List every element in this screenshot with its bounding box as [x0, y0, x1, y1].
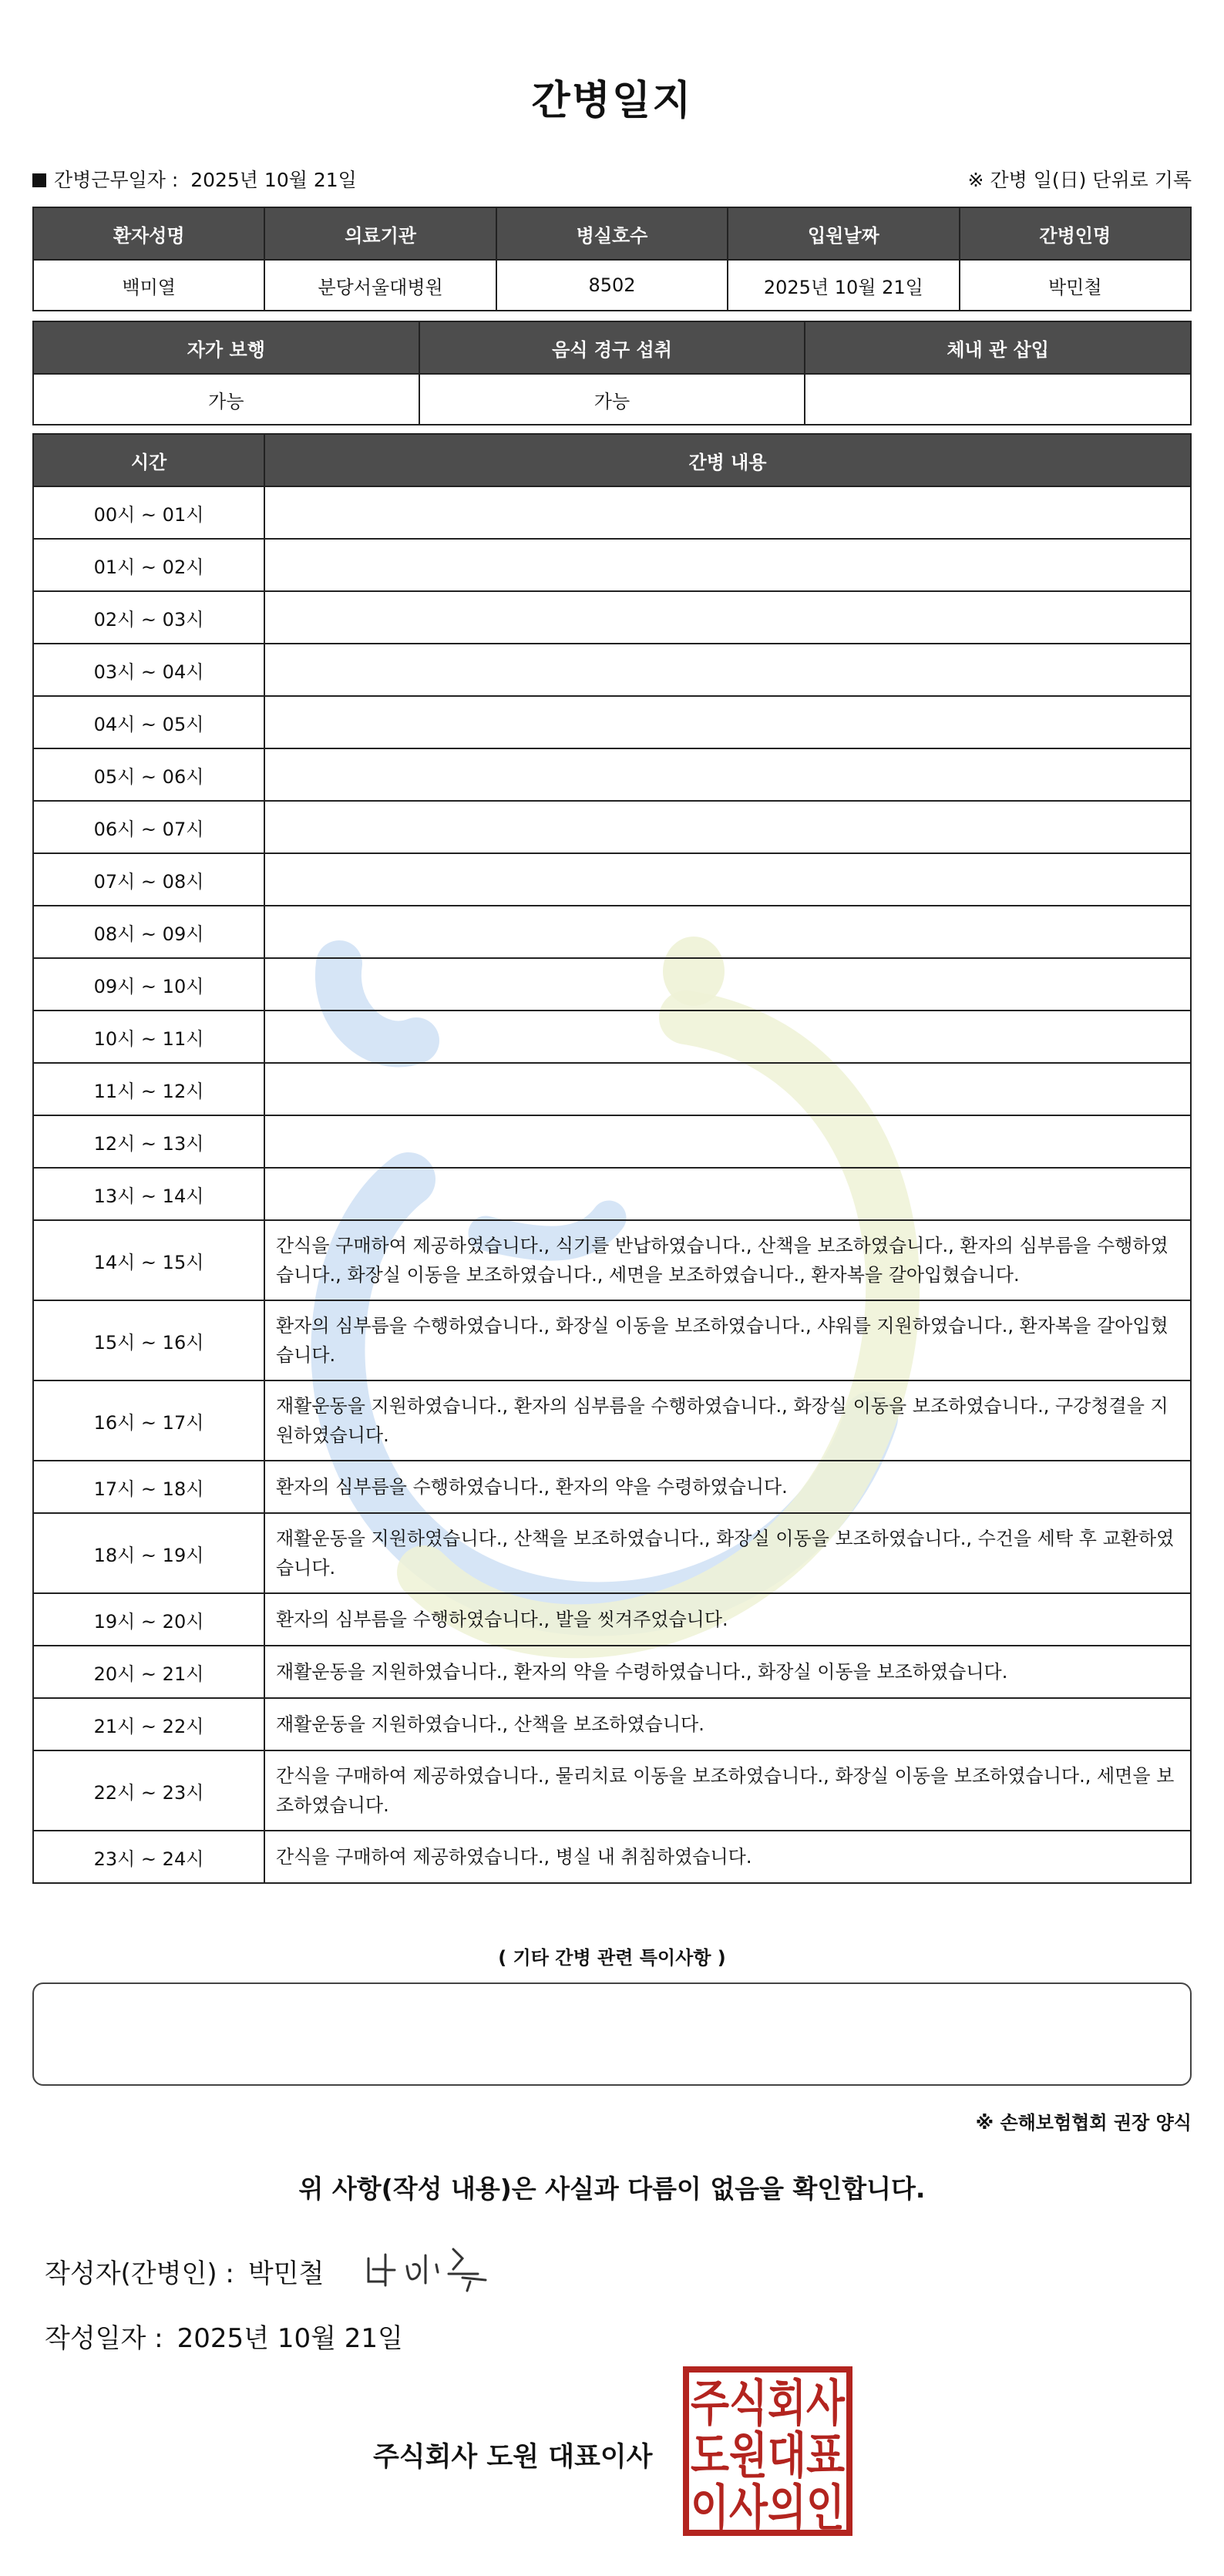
care-log-content: 재활운동을 지원하였습니다., 산책을 보조하였습니다. — [264, 1698, 1191, 1750]
care-log-time: 23시 ~ 24시 — [33, 1831, 264, 1883]
care-log-content — [264, 644, 1191, 696]
care-log-content — [264, 1115, 1191, 1168]
tube-status — [805, 374, 1191, 425]
care-log-row — [33, 1168, 1191, 1220]
care-log-time: 10시 ~ 11시 — [33, 1011, 264, 1063]
oral-intake-status: 가능 — [419, 374, 805, 425]
care-log-content — [264, 591, 1191, 644]
care-log-row — [33, 1513, 1191, 1593]
admission-date: 2025년 10월 21일 — [728, 260, 959, 311]
care-log-row — [33, 748, 1191, 801]
header-tube: 체내 관 삽입 — [805, 321, 1191, 374]
care-log-row — [33, 644, 1191, 696]
care-log-time: 15시 ~ 16시 — [33, 1300, 264, 1380]
care-log-content: 재활운동을 지원하였습니다., 환자의 심부름을 수행하였습니다., 화장실 이동을 보조하였습니다., 구강청결을 지원하였습니다. — [264, 1380, 1191, 1461]
care-log-time: 08시 ~ 09시 — [33, 906, 264, 958]
care-log-time: 04시 ~ 05시 — [33, 696, 264, 748]
care-log-content — [264, 801, 1191, 853]
svg-text:도원대표: 도원대표 — [691, 2428, 846, 2485]
care-log-time: 16시 ~ 17시 — [33, 1380, 264, 1461]
header-patient-name: 환자성명 — [33, 207, 264, 260]
written-date-line — [45, 2317, 403, 2355]
care-log-content: 환자의 심부름을 수행하였습니다., 환자의 약을 수령하였습니다. — [264, 1461, 1191, 1513]
writer-label: 작성자(간병인) : — [45, 2258, 234, 2289]
care-log-content: 환자의 심부름을 수행하였습니다., 발을 씻겨주었습니다. — [264, 1593, 1191, 1646]
special-notes-title: ( 기타 간병 관련 특이사항 ) — [498, 1947, 726, 1969]
work-date — [32, 165, 357, 193]
care-log-content — [264, 1063, 1191, 1115]
care-log-row — [33, 1698, 1191, 1750]
room-number: 8502 — [496, 260, 728, 311]
care-log-time: 12시 ~ 13시 — [33, 1115, 264, 1168]
care-log-row — [33, 539, 1191, 591]
company-seal-stamp — [681, 2365, 854, 2537]
header-care-content: 간병 내용 — [264, 434, 1191, 486]
care-log-row — [33, 1646, 1191, 1698]
patient-info-table — [32, 207, 1192, 311]
care-log-row — [33, 1593, 1191, 1646]
care-log-body — [33, 486, 1191, 1883]
writer-name: 박민철 — [247, 2258, 324, 2289]
care-log-time: 09시 ~ 10시 — [33, 958, 264, 1011]
care-log-time: 21시 ~ 22시 — [33, 1698, 264, 1750]
care-log-row — [33, 906, 1191, 958]
care-log-row — [33, 853, 1191, 906]
care-log-content — [264, 906, 1191, 958]
care-log-time: 03시 ~ 04시 — [33, 644, 264, 696]
patient-name: 백미열 — [33, 260, 264, 311]
care-log-content: 환자의 심부름을 수행하였습니다., 화장실 이동을 보조하였습니다., 샤워를 지원하였습니다., 환자복을 갈아입혔습니다. — [264, 1300, 1191, 1380]
caregiver-name: 박민철 — [960, 260, 1191, 311]
header-time: 시간 — [33, 434, 264, 486]
care-log-row — [33, 1115, 1191, 1168]
care-log-content: 재활운동을 지원하였습니다., 환자의 약을 수령하였습니다., 화장실 이동을 보조하였습니다. — [264, 1646, 1191, 1698]
work-date-value: 2025년 10월 21일 — [190, 169, 357, 191]
header-hospital: 의료기관 — [264, 207, 496, 260]
care-log-row — [33, 1300, 1191, 1380]
care-log-row — [33, 1011, 1191, 1063]
care-log-time: 11시 ~ 12시 — [33, 1063, 264, 1115]
care-log-time: 07시 ~ 08시 — [33, 853, 264, 906]
header-admission-date: 입원날짜 — [728, 207, 959, 260]
walking-status: 가능 — [33, 374, 419, 425]
company-representative: 주식회사 도원 대표이사 — [373, 2442, 653, 2473]
care-log-row — [33, 486, 1191, 539]
header-caregiver: 간병인명 — [960, 207, 1191, 260]
unit-note: ※ 간병 일(日) 단위로 기록 — [967, 169, 1192, 191]
care-log-time: 05시 ~ 06시 — [33, 748, 264, 801]
care-log-content — [264, 853, 1191, 906]
written-date-value: 2025년 10월 21일 — [177, 2323, 403, 2354]
care-log-content — [264, 539, 1191, 591]
writer-line — [45, 2252, 324, 2290]
care-log-row — [33, 1750, 1191, 1831]
care-log-time: 14시 ~ 15시 — [33, 1220, 264, 1300]
care-log-time: 18시 ~ 19시 — [33, 1513, 264, 1593]
care-log-content — [264, 696, 1191, 748]
care-log-time: 01시 ~ 02시 — [33, 539, 264, 591]
status-table — [32, 321, 1192, 425]
care-log-row — [33, 696, 1191, 748]
hospital-name: 분당서울대병원 — [264, 260, 496, 311]
care-log-row — [33, 1380, 1191, 1461]
work-date-label: 간병근무일자 : — [54, 169, 179, 191]
care-log-time: 00시 ~ 01시 — [33, 486, 264, 539]
care-log-time: 22시 ~ 23시 — [33, 1750, 264, 1831]
care-log-time: 20시 ~ 21시 — [33, 1646, 264, 1698]
special-notes-box — [32, 1982, 1192, 2086]
care-log-row — [33, 958, 1191, 1011]
care-log-row — [33, 1831, 1191, 1883]
care-log-time: 19시 ~ 20시 — [33, 1593, 264, 1646]
care-log-row — [33, 591, 1191, 644]
care-log-row — [33, 801, 1191, 853]
care-log-content — [264, 958, 1191, 1011]
care-log-content — [264, 1168, 1191, 1220]
svg-text:이사의인: 이사의인 — [691, 2480, 845, 2537]
care-log-row — [33, 1220, 1191, 1300]
written-date-label: 작성일자 : — [45, 2323, 163, 2354]
recommendation-note: ※ 손해보험협회 권장 양식 — [975, 2112, 1192, 2134]
handwritten-signature — [362, 2235, 493, 2297]
svg-text:주식회사: 주식회사 — [691, 2376, 846, 2433]
care-log-content — [264, 748, 1191, 801]
care-log-row — [33, 1461, 1191, 1513]
care-log-table — [32, 433, 1192, 1884]
header-room: 병실호수 — [496, 207, 728, 260]
header-oral-intake: 음식 경구 섭취 — [419, 321, 805, 374]
care-log-row — [33, 1063, 1191, 1115]
care-log-time: 02시 ~ 03시 — [33, 591, 264, 644]
care-log-content: 간식을 구매하여 제공하였습니다., 물리치료 이동을 보조하였습니다., 화장실 이동을 보조하였습니다., 세면을 보조하였습니다. — [264, 1750, 1191, 1831]
header-walking: 자가 보행 — [33, 321, 419, 374]
care-log-content: 간식을 구매하여 제공하였습니다., 병실 내 취침하였습니다. — [264, 1831, 1191, 1883]
care-log-content — [264, 1011, 1191, 1063]
document-title: 간병일지 — [531, 78, 693, 124]
care-log-time: 17시 ~ 18시 — [33, 1461, 264, 1513]
care-log-content — [264, 486, 1191, 539]
care-log-content: 간식을 구매하여 제공하였습니다., 식기를 반납하였습니다., 산책을 보조하였습니다., 환자의 심부름을 수행하였습니다., 화장실 이동을 보조하였습니다., 세면을 보조하였습니다., 환자복을 갈아입혔습니다. — [264, 1220, 1191, 1300]
confirmation-statement: 위 사항(작성 내용)은 사실과 다름이 없음을 확인합니다. — [298, 2174, 926, 2204]
care-log-content: 재활운동을 지원하였습니다., 산책을 보조하였습니다., 화장실 이동을 보조하였습니다., 수건을 세탁 후 교환하였습니다. — [264, 1513, 1191, 1593]
care-log-time: 13시 ~ 14시 — [33, 1168, 264, 1220]
care-log-time: 06시 ~ 07시 — [33, 801, 264, 853]
square-bullet-icon — [32, 173, 46, 187]
